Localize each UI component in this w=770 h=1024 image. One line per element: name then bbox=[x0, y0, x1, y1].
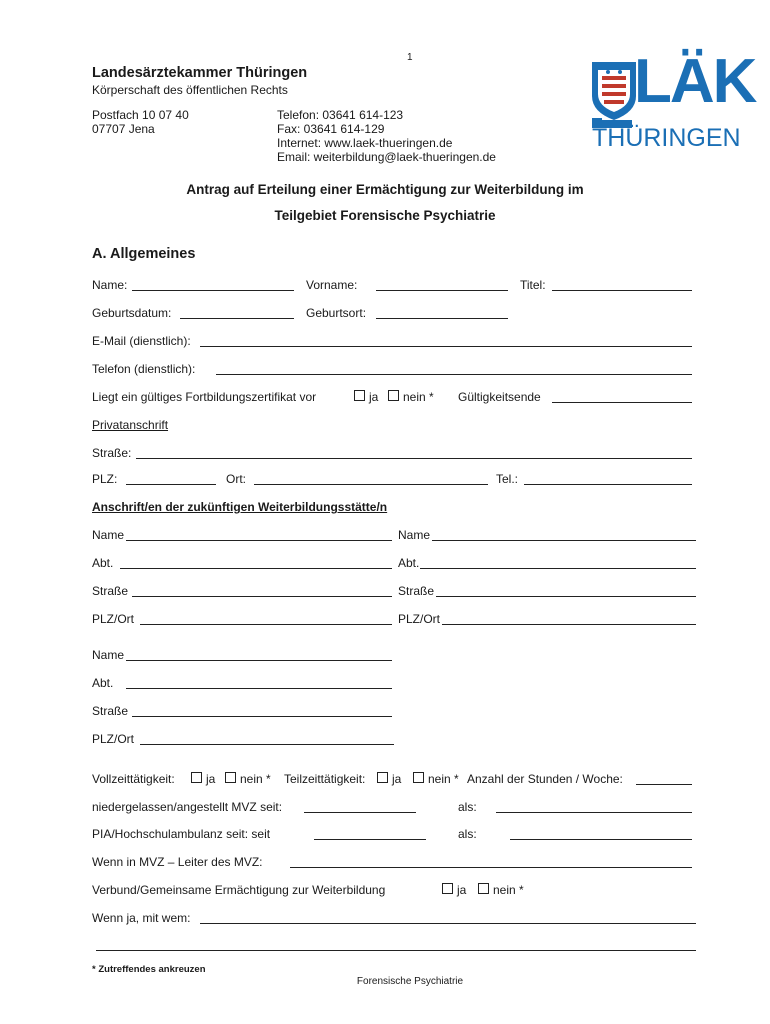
label-telefon: Telefon (dienstlich): bbox=[92, 362, 196, 376]
label-email: E-Mail (dienstlich): bbox=[92, 334, 191, 348]
laek-logo bbox=[588, 47, 756, 158]
form-title-line2: Teilgebiet Forensische Psychiatrie bbox=[274, 208, 496, 223]
label-vollzeit: Vollzeittätigkeit: bbox=[92, 772, 175, 786]
label-wb1-abt: Abt. bbox=[92, 556, 114, 570]
input-wb3-name[interactable] bbox=[126, 660, 392, 661]
label-teilzeit: Teilzeittätigkeit: bbox=[284, 772, 366, 786]
fax: Fax: 03641 614-129 bbox=[277, 122, 385, 136]
input-wenn-ja-line2[interactable] bbox=[96, 950, 696, 951]
label-wenn-ja: Wenn ja, mit wem: bbox=[92, 911, 191, 925]
label-stunden: Anzahl der Stunden / Woche: bbox=[467, 772, 623, 786]
org-subtitle: Körperschaft des öffentlichen Rechts bbox=[92, 83, 288, 97]
label-wb3-abt: Abt. bbox=[92, 676, 114, 690]
input-wb3-plzort[interactable] bbox=[140, 744, 394, 745]
label-mvz-als: als: bbox=[458, 800, 477, 814]
label-teilzeit-nein: nein * bbox=[428, 772, 459, 786]
internet-link[interactable]: Internet: www.laek-thueringen.de bbox=[277, 136, 453, 150]
label-privat-ort: Ort: bbox=[226, 472, 246, 486]
input-wb2-plzort[interactable] bbox=[442, 624, 696, 625]
input-wb2-strasse[interactable] bbox=[436, 596, 696, 597]
label-wb3-name: Name bbox=[92, 648, 125, 662]
label-vollzeit-ja: ja bbox=[206, 772, 216, 786]
checkbox-teilzeit-nein[interactable] bbox=[413, 772, 424, 783]
city: 07707 Jena bbox=[92, 122, 155, 136]
label-pia: PIA/Hochschulambulanz seit: seit bbox=[92, 827, 271, 841]
label-wb1-plzort: PLZ/Ort bbox=[92, 612, 135, 626]
input-wenn-ja-line1[interactable] bbox=[200, 923, 696, 924]
section-heading-allgemeines: A. Allgemeines bbox=[92, 246, 196, 262]
input-leiter-mvz[interactable] bbox=[290, 867, 692, 868]
input-titel[interactable] bbox=[552, 290, 692, 291]
checkbox-teilzeit-ja[interactable] bbox=[377, 772, 388, 783]
label-fortbildung-ja: ja bbox=[369, 390, 379, 404]
label-gueltigkeitsende: Gültigkeitsende bbox=[458, 390, 541, 404]
label-teilzeit-ja: ja bbox=[392, 772, 402, 786]
input-name[interactable] bbox=[132, 290, 294, 291]
label-privat-tel: Tel.: bbox=[496, 472, 519, 486]
label-wb3-plzort: PLZ/Ort bbox=[92, 732, 135, 746]
checkbox-verbund-nein[interactable] bbox=[478, 883, 489, 894]
input-wb2-name[interactable] bbox=[432, 540, 696, 541]
label-verbund-nein: nein * bbox=[493, 883, 524, 897]
input-wb1-strasse[interactable] bbox=[132, 596, 392, 597]
input-privat-plz[interactable] bbox=[126, 484, 216, 485]
input-wb1-plzort[interactable] bbox=[140, 624, 392, 625]
input-vorname[interactable] bbox=[376, 290, 508, 291]
privatanschrift-heading: Privatanschrift bbox=[92, 418, 169, 432]
label-wb1-name: Name bbox=[92, 528, 125, 542]
input-privat-tel[interactable] bbox=[524, 484, 692, 485]
label-geburtsdatum: Geburtsdatum: bbox=[92, 306, 172, 320]
input-geburtsdatum[interactable] bbox=[180, 318, 294, 319]
label-fortbildung: Liegt ein gültiges Fortbildungszertifikat vor bbox=[92, 390, 317, 404]
label-titel: Titel: bbox=[520, 278, 546, 292]
label-vollzeit-nein: nein * bbox=[240, 772, 271, 786]
input-mvz-seit[interactable] bbox=[304, 812, 416, 813]
input-email[interactable] bbox=[200, 346, 692, 347]
email-link[interactable]: Email: weiterbildung@laek-thueringen.de bbox=[277, 150, 496, 164]
label-fortbildung-nein: nein * bbox=[403, 390, 434, 404]
checkbox-fortbildung-nein[interactable] bbox=[388, 390, 399, 401]
input-wb3-abt[interactable] bbox=[126, 688, 392, 689]
input-privat-strasse[interactable] bbox=[136, 458, 692, 459]
label-pia-als: als: bbox=[458, 827, 477, 841]
input-geburtsort[interactable] bbox=[376, 318, 508, 319]
phone: Telefon: 03641 614-123 bbox=[277, 108, 404, 122]
checkbox-verbund-ja[interactable] bbox=[442, 883, 453, 894]
label-wb2-abt: Abt. bbox=[398, 556, 420, 570]
label-wb3-strasse: Straße bbox=[92, 704, 129, 718]
org-name: Landesärztekammer Thüringen bbox=[92, 65, 308, 81]
input-pia-seit[interactable] bbox=[314, 839, 426, 840]
input-wb1-name[interactable] bbox=[126, 540, 392, 541]
input-telefon[interactable] bbox=[216, 374, 692, 375]
checkbox-fortbildung-ja[interactable] bbox=[354, 390, 365, 401]
page-number: 1 bbox=[407, 52, 413, 63]
label-wb2-strasse: Straße bbox=[398, 584, 435, 598]
input-mvz-als[interactable] bbox=[496, 812, 692, 813]
label-wb2-plzort: PLZ/Ort bbox=[398, 612, 441, 626]
logo-letters: LÄK bbox=[634, 47, 756, 116]
input-gueltigkeitsende[interactable] bbox=[552, 402, 692, 403]
input-stunden[interactable] bbox=[636, 784, 692, 785]
label-name: Name: bbox=[92, 278, 128, 292]
label-privat-plz: PLZ: bbox=[92, 472, 118, 486]
footer-center: Forensische Psychiatrie bbox=[356, 976, 464, 987]
label-wb1-strasse: Straße bbox=[92, 584, 129, 598]
checkbox-vollzeit-nein[interactable] bbox=[225, 772, 236, 783]
checkbox-vollzeit-ja[interactable] bbox=[191, 772, 202, 783]
form-title-line1: Antrag auf Erteilung einer Ermächtigung zur Weiterbildung im bbox=[186, 182, 584, 197]
label-mvz: niedergelassen/angestellt MVZ seit: bbox=[92, 800, 283, 814]
label-vorname: Vorname: bbox=[306, 278, 358, 292]
input-privat-ort[interactable] bbox=[254, 484, 488, 485]
label-verbund-ja: ja bbox=[457, 883, 467, 897]
postfach: Postfach 10 07 40 bbox=[92, 108, 189, 122]
input-wb3-strasse[interactable] bbox=[132, 716, 392, 717]
weiterbildung-heading: Anschrift/en der zukünftigen Weiterbildungsstätte/n bbox=[92, 500, 388, 514]
label-privat-strasse: Straße: bbox=[92, 446, 132, 460]
input-wb2-abt[interactable] bbox=[420, 568, 696, 569]
label-verbund: Verbund/Gemeinsame Ermächtigung zur Weiterbildung bbox=[92, 883, 386, 897]
input-pia-als[interactable] bbox=[510, 839, 692, 840]
label-wb2-name: Name bbox=[398, 528, 431, 542]
input-wb1-abt[interactable] bbox=[120, 568, 392, 569]
label-leiter-mvz: Wenn in MVZ – Leiter des MVZ: bbox=[92, 855, 263, 869]
logo-word: THÜRINGEN bbox=[592, 124, 741, 152]
footnote: * Zutreffendes ankreuzen bbox=[92, 964, 206, 975]
label-geburtsort: Geburtsort: bbox=[306, 306, 367, 320]
